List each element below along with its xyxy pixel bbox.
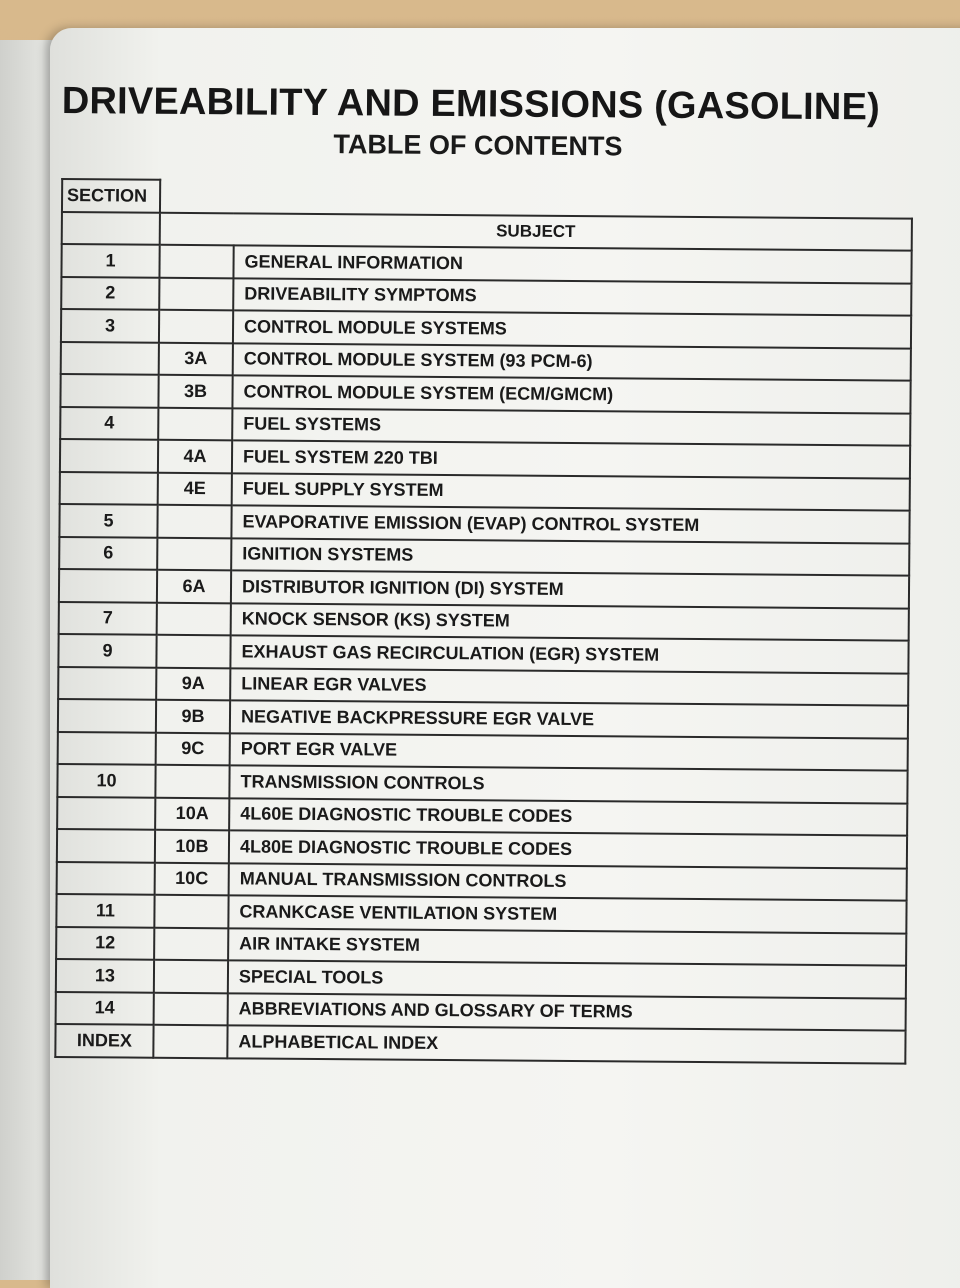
subsection-number [154, 895, 228, 928]
subsection-number [156, 635, 230, 668]
subject-title: DRIVEABILITY SYMPTOMS [233, 278, 911, 316]
subject-title: DISTRIBUTOR IGNITION (DI) SYSTEM [231, 570, 909, 608]
subject-title: IGNITION SYSTEMS [231, 538, 909, 576]
subject-title: 4L80E DIAGNOSTIC TROUBLE CODES [229, 830, 907, 868]
subsection-number: 10C [155, 862, 229, 895]
subject-title: ALPHABETICAL INDEX [227, 1025, 905, 1063]
page-content [54, 80, 932, 1064]
subsection-number [158, 407, 232, 440]
subsection-number [159, 277, 233, 310]
section-number [59, 569, 157, 602]
section-number [57, 861, 155, 894]
subsection-number: 3A [159, 342, 233, 375]
subject-title: FUEL SYSTEMS [232, 408, 910, 446]
table-row [55, 1024, 905, 1063]
subject-column-header: SUBJECT [160, 212, 912, 250]
section-number: 5 [59, 504, 157, 537]
section-number: 13 [56, 959, 154, 992]
section-number: 11 [56, 894, 154, 927]
subsection-number [153, 1025, 227, 1058]
subsection-number: 9A [156, 667, 230, 700]
subsection-number [155, 765, 229, 798]
subject-title: FUEL SYSTEM 220 TBI [232, 440, 910, 478]
subject-title: CRANKCASE VENTILATION SYSTEM [228, 895, 906, 933]
subsection-number [159, 245, 233, 278]
section-number: 4 [60, 406, 158, 439]
subsection-number [157, 505, 231, 538]
subject-title: CONTROL MODULE SYSTEM (ECM/GMCM) [232, 375, 910, 413]
subsection-number [159, 310, 233, 343]
section-number: 10 [57, 764, 155, 797]
subject-title: EXHAUST GAS RECIRCULATION (EGR) SYSTEM [230, 635, 908, 673]
subsection-number: 4A [158, 440, 232, 473]
subject-title: KNOCK SENSOR (KS) SYSTEM [231, 603, 909, 641]
subsection-number: 9B [156, 700, 230, 733]
section-number: 12 [56, 926, 154, 959]
section-number: 9 [58, 634, 156, 667]
document-subtitle: TABLE OF CONTENTS [333, 129, 623, 162]
section-number: 2 [61, 277, 159, 310]
subject-title: 4L60E DIAGNOSTIC TROUBLE CODES [229, 798, 907, 836]
section-number: 7 [59, 601, 157, 634]
subsection-number: 3B [158, 375, 232, 408]
subsection-number: 6A [157, 570, 231, 603]
section-number: 14 [56, 991, 154, 1024]
subject-title: TRANSMISSION CONTROLS [229, 765, 907, 803]
section-number [58, 731, 156, 764]
section-number [57, 796, 155, 829]
section-column-header: SECTION [62, 179, 160, 212]
subject-title: SPECIAL TOOLS [228, 960, 906, 998]
section-header-cell [62, 212, 160, 245]
subsection-number: 10B [155, 830, 229, 863]
subject-title: CONTROL MODULE SYSTEMS [233, 310, 911, 348]
section-number [57, 829, 155, 862]
subsection-number [157, 602, 231, 635]
subsection-number [154, 960, 228, 993]
subject-title: ABBREVIATIONS AND GLOSSARY OF TERMS [228, 993, 906, 1031]
subject-title: MANUAL TRANSMISSION CONTROLS [229, 863, 907, 901]
subject-title: AIR INTAKE SYSTEM [228, 928, 906, 966]
section-number [60, 471, 158, 504]
section-number: INDEX [55, 1024, 153, 1057]
subsection-number [157, 537, 231, 570]
subject-title: FUEL SUPPLY SYSTEM [232, 473, 910, 511]
section-number [60, 439, 158, 472]
subject-title: EVAPORATIVE EMISSION (EVAP) CONTROL SYSTEM [231, 505, 909, 543]
section-number [58, 699, 156, 732]
subsection-number: 4E [158, 472, 232, 505]
section-number: 6 [59, 536, 157, 569]
subject-title: CONTROL MODULE SYSTEM (93 PCM-6) [233, 343, 911, 381]
contents-table [54, 178, 913, 1064]
subsection-number: 10A [155, 797, 229, 830]
section-number: 1 [61, 244, 159, 277]
section-number [58, 666, 156, 699]
subsection-number [154, 927, 228, 960]
subsection-number [154, 992, 228, 1025]
section-number [61, 341, 159, 374]
subject-title: GENERAL INFORMATION [233, 245, 911, 283]
subject-title: LINEAR EGR VALVES [230, 668, 908, 706]
subsection-number: 9C [156, 732, 230, 765]
subject-title: NEGATIVE BACKPRESSURE EGR VALVE [230, 700, 908, 738]
subject-title: PORT EGR VALVE [230, 733, 908, 771]
document-title: DRIVEABILITY AND EMISSIONS (GASOLINE) [61, 80, 881, 129]
section-number: 3 [61, 309, 159, 342]
section-number [60, 374, 158, 407]
